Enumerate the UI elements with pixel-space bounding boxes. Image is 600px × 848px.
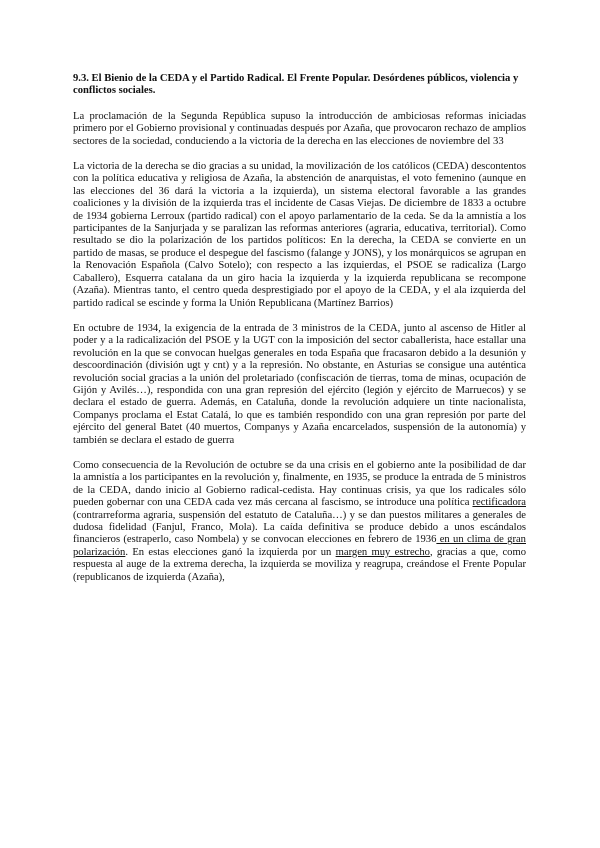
underlined-clima: en un clima de gran <box>436 534 526 546</box>
section-heading: 9.3. El Bienio de la CEDA y el Partido Radical. El Frente Popular. Desórdenes públicos, violencia y conflictos sociales. <box>73 73 519 97</box>
text-run: Como consecuencia de la Revolución de octubre se da una crisis en el gobierno ante la posibilidad de dar la amnistía a los participantes en la revolución y, finalmente, en 1935, se produce la entrada de 5 ministros de la CEDA, dando inicio al Gobierno radical-cedista. Hay continuas crisis, ya que los radicales sólo pueden gobernar con una CEDA cada vez más cercana al fascismo, se introduce una política <box>73 459 526 509</box>
text-run: , gracias a que, como respuesta al auge de la extrema derecha, la izquierda se moviliza y reagrupa, creándose el Frente Popular (republicanos de izquierda (Azaña), <box>73 546 527 583</box>
underlined-margen: margen muy estrecho <box>335 546 430 558</box>
underlined-polarizacion: polarización <box>73 546 126 558</box>
paragraph-consecuencias <box>73 460 526 584</box>
paragraph-intro: La proclamación de la Segunda República supuso la introducción de ambiciosas reformas iniciadas primero por el Gobierno provisional y continuadas después por Azaña, que provocaron rechazo de amplios sectores de la sociedad, conduciendo a la victoria de la derecha en las elecciones de noviembre del 33 <box>73 110 526 147</box>
paragraph-victoria-derecha: La victoria de la derecha se dio gracias a su unidad, la movilización de los católicos (CEDA) descontentos con la política educativa y religiosa de Azaña, la abstención de anarquistas, el voto femenino (aunque en las elecciones del 36 dará la victoria a la izquierda), un sistema electoral favorable a las grandes coaliciones y la división de la izquierda tras el incidente de Casas Viejas. De diciembre de 1833 a octubre de 1934 gobierna Lerroux (partido radical) con el apoyo parlamentario de la ceda. Se da la amnistía a los participantes de la Sanjurjada y se paralizan las reformas anteriores (agraria, educativa, territorial). Como resultado se dio la polarización de los partidos políticos: En la derecha, la CEDA se convierte en un partido de masas, se produce el despegue del fascismo (falange y JONS), y los monárquicos se agrupan en la Renovación Española (Calvo Sotelo); con respecto a las izquierdas, el PSOE se radicaliza (Largo Caballero), Esquerra catalana da un giro hacia la izquierda y la izquierda republicana se recompone (Azaña). Mientras tanto, el centro queda desprestigiado por el apoyo de la CEDA, y el ala izquierda del partido radical se escinde y forma la Unión Republicana (Martínez Barrios) <box>73 161 526 309</box>
paragraph-revolucion-octubre: En octubre de 1934, la exigencia de la entrada de 3 ministros de la CEDA, junto al ascenso de Hitler al poder y a la radicalización del PSOE y la UGT con la imposición del sector caballerista, hace estallar una revolución en la que se convocan huelgas generales en toda España que fracasaron debido a la desunión y descoordinación (división ugt y cnt) y a la represión. No obstante, en Asturias se consigue una auténtica revolución social gracias a la unión del proletariado (confiscación de tierras, toma de minas, ocupación de Gijón y Avilés…), respondida con una gran represión del ejército (legión y ejército de Marruecos) y se declara el estado de guerra. Además, en Cataluña, donde la revolución adquiere un tinte nacionalista, Companys proclama el Estat Catalá, lo que es también respondido con una gran represión por parte del ejército del general Batet (40 muertos, Companys y Azaña encarcelados, suspensión de la autonomía) y también se declara el estado de guerra <box>73 322 526 446</box>
underlined-rectificadora: rectificadora <box>472 497 526 509</box>
text-run: . En estas elecciones ganó la izquierda por un <box>125 546 336 558</box>
text-run: (contrarreforma agraria, suspensión del estatuto de Cataluña…) y se dan puestos militares a generales de dudosa fidelidad (Fanjul, Franco, Mola). La caída definitiva se produce debido a unos escándalos financieros (estraperlo, caso Nombela) y se convocan elecciones en febrero de 1936 <box>73 509 526 546</box>
document-page <box>73 73 526 597</box>
